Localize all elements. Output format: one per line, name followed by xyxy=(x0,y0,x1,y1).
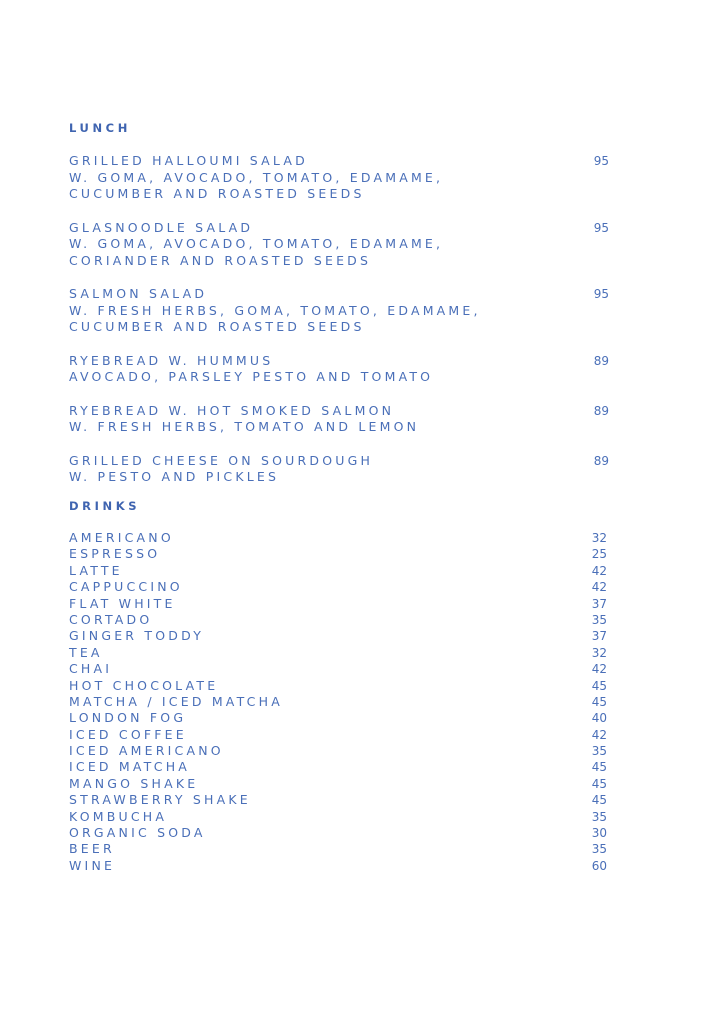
drink-name: ICED COFFEE xyxy=(69,726,187,742)
drink-price: 35 xyxy=(591,744,607,759)
dish-price: 95 xyxy=(593,154,609,168)
drink-name: CORTADO xyxy=(69,611,153,627)
drink-item xyxy=(69,579,607,595)
lunch-item xyxy=(69,286,609,336)
dish-description: W. PESTO AND PICKLES xyxy=(69,469,280,484)
drink-item xyxy=(69,563,607,579)
dish-name: RYEBREAD W. HUMMUS xyxy=(69,352,274,368)
drink-item xyxy=(69,759,607,775)
lunch-item xyxy=(69,453,609,486)
drink-name: BEER xyxy=(69,841,115,857)
drink-name: KOMBUCHA xyxy=(69,808,168,824)
drink-item xyxy=(69,776,607,792)
dish-price: 89 xyxy=(593,453,609,468)
drink-price: 42 xyxy=(591,662,607,677)
drink-price: 45 xyxy=(591,760,607,775)
drink-name: ESPRESSO xyxy=(69,546,161,562)
drink-item xyxy=(69,628,607,644)
drinks-heading: DRINKS xyxy=(69,499,141,513)
drink-price: 25 xyxy=(591,547,607,562)
drink-price: 42 xyxy=(591,580,607,595)
dish-name: GRILLED HALLOUMI SALAD xyxy=(69,153,308,168)
dish-price: 89 xyxy=(593,403,609,418)
drink-item xyxy=(69,612,607,628)
drink-item xyxy=(69,727,607,743)
drink-price: 40 xyxy=(591,711,607,726)
drink-price: 35 xyxy=(591,809,607,824)
drink-name: STRAWBERRY SHAKE xyxy=(69,792,251,808)
drink-item xyxy=(69,645,607,661)
lunch-item xyxy=(69,153,609,203)
drink-price: 35 xyxy=(591,612,607,627)
lunch-item xyxy=(69,220,609,270)
dish-description: CUCUMBER AND ROASTED SEEDS xyxy=(69,319,365,334)
drink-item xyxy=(69,678,607,694)
dish-price: 95 xyxy=(593,220,609,235)
drink-price: 32 xyxy=(591,531,607,545)
drink-item xyxy=(69,546,607,562)
drink-item xyxy=(69,710,607,726)
drink-item xyxy=(69,596,607,612)
drink-item xyxy=(69,792,607,808)
drink-name: AMERICANO xyxy=(69,530,174,545)
drink-name: WINE xyxy=(69,857,116,873)
drink-item xyxy=(69,858,607,874)
drink-item xyxy=(69,809,607,825)
dish-name: GLASNOODLE SALAD xyxy=(69,219,254,235)
drink-price: 42 xyxy=(591,563,607,578)
drink-price: 45 xyxy=(591,694,607,709)
drink-price: 35 xyxy=(591,842,607,857)
dish-name: GRILLED CHEESE ON SOURDOUGH xyxy=(69,452,374,468)
drink-name: LATTE xyxy=(69,562,123,578)
drink-name: ORGANIC SODA xyxy=(69,825,206,841)
drink-name: MANGO SHAKE xyxy=(69,775,199,791)
drink-name: LONDON FOG xyxy=(69,710,187,726)
dish-description: W. FRESH HERBS, GOMA, TOMATO, EDAMAME, xyxy=(69,302,481,318)
drink-name: GINGER TODDY xyxy=(69,628,205,644)
drink-name: TEA xyxy=(69,644,103,660)
drink-item xyxy=(69,530,607,546)
drink-price: 30 xyxy=(591,826,607,841)
drinks-list xyxy=(69,530,607,874)
dish-price: 95 xyxy=(593,287,609,301)
drink-price: 37 xyxy=(591,629,607,644)
dish-description: W. GOMA, AVOCADO, TOMATO, EDAMAME, xyxy=(69,236,444,251)
dish-name: RYEBREAD W. HOT SMOKED SALMON xyxy=(69,402,395,418)
dish-name: SALMON SALAD xyxy=(69,286,208,301)
drink-name: CHAI xyxy=(69,661,113,677)
dish-price: 89 xyxy=(593,353,609,368)
drink-item xyxy=(69,825,607,841)
drink-name: HOT CHOCOLATE xyxy=(69,677,219,693)
drink-name: FLAT WHITE xyxy=(69,595,176,611)
dish-description: W. FRESH HERBS, TOMATO AND LEMON xyxy=(69,419,420,434)
dish-description: CORIANDER AND ROASTED SEEDS xyxy=(69,252,372,268)
dish-description: CUCUMBER AND ROASTED SEEDS xyxy=(69,186,365,201)
drink-name: CAPPUCCINO xyxy=(69,579,183,595)
drink-price: 42 xyxy=(591,727,607,742)
drink-price: 60 xyxy=(591,858,607,873)
drink-item xyxy=(69,661,607,677)
drink-name: ICED MATCHA xyxy=(69,759,191,775)
drink-item xyxy=(69,694,607,710)
drink-item xyxy=(69,743,607,759)
drink-price: 45 xyxy=(591,793,607,808)
drink-name: MATCHA / ICED MATCHA xyxy=(69,693,283,709)
dish-description: W. GOMA, AVOCADO, TOMATO, EDAMAME, xyxy=(69,169,444,185)
drink-price: 45 xyxy=(591,776,607,791)
lunch-item xyxy=(69,353,609,386)
lunch-heading: LUNCH xyxy=(69,121,131,135)
drink-item xyxy=(69,841,607,857)
lunch-item xyxy=(69,403,609,436)
drink-price: 37 xyxy=(591,596,607,611)
drink-price: 32 xyxy=(591,645,607,660)
drink-price: 45 xyxy=(591,678,607,693)
dish-description: AVOCADO, PARSLEY PESTO AND TOMATO xyxy=(69,369,434,384)
drink-name: ICED AMERICANO xyxy=(69,743,224,759)
lunch-list xyxy=(69,153,609,503)
